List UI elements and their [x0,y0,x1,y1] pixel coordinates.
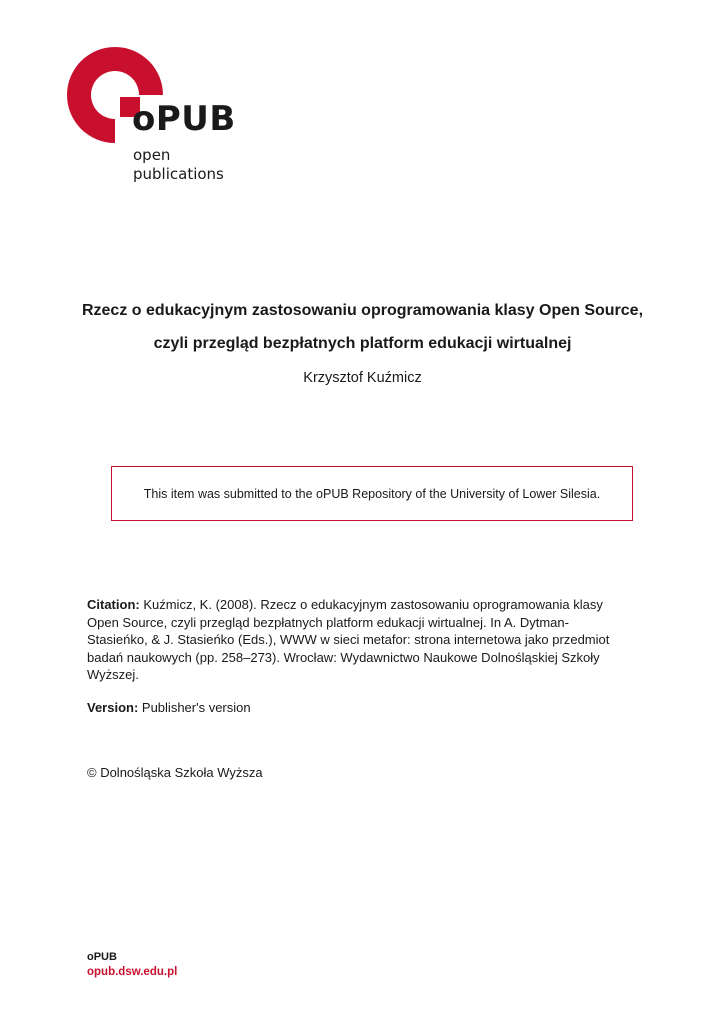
copyright-notice: © Dolnośląska Szkoła Wyższa [87,765,263,780]
version-text: Publisher's version [138,700,251,715]
footer-url-link[interactable]: opub.dsw.edu.pl [87,966,178,978]
author-name: Krzysztof Kuźmicz [303,370,422,386]
version-label: Version: [87,700,139,715]
citation-label: Citation: [87,597,140,612]
version-block [87,699,627,717]
repository-notice-box [111,466,633,521]
logo-tagline: open publications [133,146,224,183]
repository-notice-text: This item was submitted to the oPUB Repository of the University of Lower Silesia. [143,486,601,501]
footer-brand: oPUB [87,951,117,963]
document-title-line-1: Rzecz o edukacyjnym zastosowaniu oprogramowania klasy Open Source, [81,302,644,319]
logo-brand-text: oPUB [132,99,236,139]
citation-text: Kuźmicz, K. (2008). Rzecz o edukacyjnym zastosowaniu oprogramowania klasy Open Source, czyli przegląd bezpłatnych platform edukacji wirtualnej. In A. Dytman-Stasieńko, & J. Stasieńko (Eds.), WWW w sieci metafor: strona internetowa jako przedmiot badań naukowych (pp. 258–273). Wrocław: Wydawnictwo Naukowe Dolnośląskiej Szkoły Wyższej. [87,597,610,682]
opub-logo [60,42,260,192]
document-title-line-2: czyli przegląd bezpłatnych platform edukacji wirtualnej [153,335,572,352]
citation-block [87,596,627,684]
